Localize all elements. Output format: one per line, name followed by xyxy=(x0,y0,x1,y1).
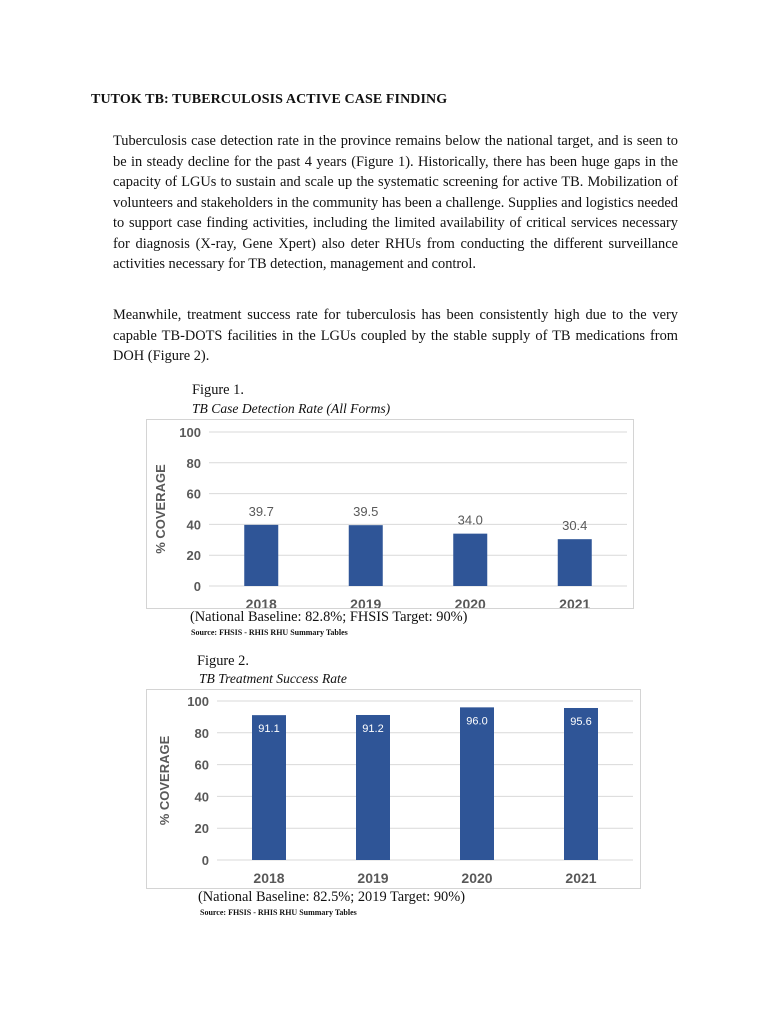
figure-2-source: Source: FHSIS - RHIS RHU Summary Tables xyxy=(200,908,357,917)
data-label: 39.5 xyxy=(353,504,379,520)
bar-2020 xyxy=(453,534,487,586)
paragraph-case-detection: Tuberculosis case detection rate in the province remains below the national target, and is seen to be in steady decline for the past 4 years (Figure 1). Historically, there has been huge gaps in the capacity of LGUs to sustain and scale up the systematic screening for active TB. Mobilization of volunteers and stakeholders in the community has been a challenge. Supplies and logistics needed to support case finding activities, including the limited availability of critical services necessary for diagnosis (X-ray, Gene Xpert) also deter RHUs from conducting the different surveillance activities necessary for TB detection, management and control. xyxy=(113,133,678,272)
x-tick-label: 2021 xyxy=(565,870,597,886)
chart-treatment-success-svg xyxy=(147,690,640,888)
data-label: 96.0 xyxy=(466,715,488,728)
chart-treatment-success xyxy=(146,689,641,889)
y-tick-label: 40 xyxy=(194,789,209,805)
y-tick-label: 80 xyxy=(186,455,201,471)
paragraph-treatment-success: Meanwhile, treatment success rate for tuberculosis has been consistently high due to the very capable TB-DOTS facilities in the LGUs coupled by the stable supply of TB medications from DOH (Figure 2). xyxy=(113,307,678,364)
x-tick-label: 2020 xyxy=(454,596,486,608)
bar-2021 xyxy=(558,539,592,586)
bar-2021 xyxy=(564,708,598,860)
y-axis-label: % COVERAGE xyxy=(157,735,172,826)
x-tick-label: 2019 xyxy=(357,870,389,886)
bar-2018 xyxy=(244,525,278,586)
figure-1-caption: (National Baseline: 82.8%; FHSIS Target: 90%) xyxy=(190,609,468,625)
chart-case-detection-svg xyxy=(147,420,633,608)
data-label: 30.4 xyxy=(562,518,588,534)
x-tick-label: 2018 xyxy=(245,596,277,608)
data-label: 95.6 xyxy=(570,715,592,728)
figure-2-title: TB Treatment Success Rate xyxy=(199,671,347,686)
x-tick-label: 2020 xyxy=(461,870,493,886)
y-tick-label: 100 xyxy=(187,694,209,709)
y-axis-label: % COVERAGE xyxy=(153,464,168,554)
bar-2019 xyxy=(349,525,383,586)
y-tick-label: 40 xyxy=(186,517,201,533)
bar-2019 xyxy=(356,715,390,860)
y-tick-label: 60 xyxy=(194,757,209,773)
y-tick-label: 0 xyxy=(201,853,209,868)
figure-2-number: Figure 2. xyxy=(197,653,249,669)
bar-2020 xyxy=(460,707,494,860)
y-tick-label: 60 xyxy=(186,486,201,502)
x-tick-label: 2021 xyxy=(559,596,591,608)
data-label: 39.7 xyxy=(248,503,274,519)
y-tick-label: 20 xyxy=(194,821,209,837)
chart-case-detection xyxy=(146,419,634,609)
x-tick-label: 2018 xyxy=(253,870,285,886)
y-tick-label: 20 xyxy=(186,548,201,564)
bar-2018 xyxy=(252,715,286,860)
data-label: 91.2 xyxy=(362,722,384,735)
figure-2-caption: (National Baseline: 82.5%; 2019 Target: 90%) xyxy=(198,889,466,905)
data-label: 91.1 xyxy=(258,723,280,736)
y-tick-label: 0 xyxy=(193,579,201,594)
figure-1-source: Source: FHSIS - RHIS RHU Summary Tables xyxy=(191,628,348,637)
y-tick-label: 80 xyxy=(194,725,209,741)
data-label: 34.0 xyxy=(457,512,483,528)
x-tick-label: 2019 xyxy=(350,596,382,608)
document-heading: TUTOK TB: TUBERCULOSIS ACTIVE CASE FINDING xyxy=(91,92,448,107)
figure-1-number: Figure 1. xyxy=(192,382,244,398)
figure-1-title: TB Case Detection Rate (All Forms) xyxy=(192,401,391,416)
y-tick-label: 100 xyxy=(179,425,201,440)
